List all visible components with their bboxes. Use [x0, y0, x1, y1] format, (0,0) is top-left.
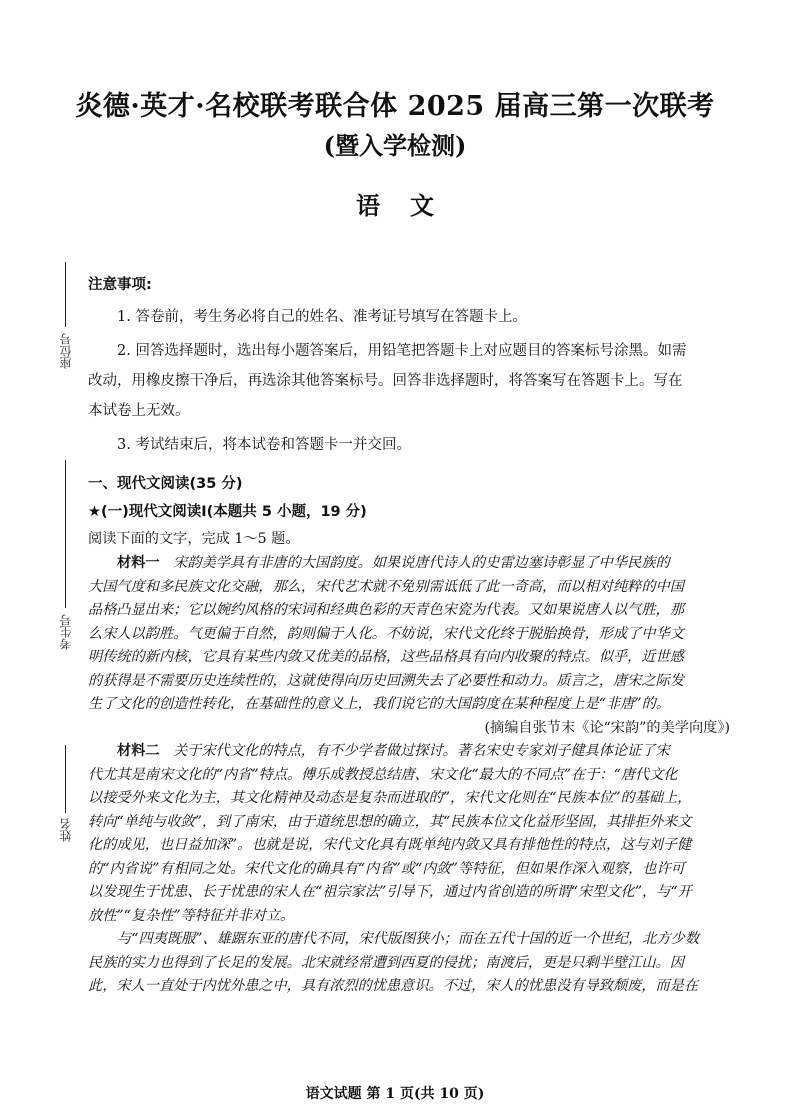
material2-line-5: 化的成见，也日益加深”。也就是说，宋代文化具有既单纯内敛又具有排他性的特点，这与刘子健 [88, 837, 692, 853]
material2-line-7: 以发现生于忧患、长于忧患的宋人在“祖宗家法”引导下，通过内省创造的所谓“宋型文化”，与“开 [88, 884, 692, 900]
material2-text: 关于宋代文化的特点，有不少学者做过探讨。著名宋史专家刘子健具体论证了宋 [173, 743, 670, 759]
exam-subtitle: (暨入学检测) [323, 131, 467, 160]
binding-line-top [65, 262, 66, 327]
material2-line-8: 放性”“复杂性”等特征并非对立。 [88, 907, 295, 924]
seat-number-label: 座位号 [59, 333, 73, 369]
binding-line-lower [65, 745, 66, 813]
notice-item-2-line-2: 改动，用橡皮擦干净后，再选涂其他答案标号。回答非选择题时，将答案写在答题卡上。写在 [88, 373, 683, 389]
material1-source: (摘编自张节末《论“宋韵”的美学向度》) [484, 719, 730, 736]
material1-line-5: 明传统的新内核，它具有某些内敛又优美的品格，这些品格具有向内收聚的特点。似乎，近世感 [88, 649, 684, 665]
material1-line-6: 的获得是不需要历史连续性的，这就使得向历史回溯失去了必要性和动力。质言之，唐宋之际发 [88, 672, 684, 689]
subsection-heading: ★(一)现代文阅读Ⅰ(本题共 5 小题，19 分) [88, 504, 367, 520]
material1-line-4: 么宋人以韵胜。气更偏于自然，韵则偏于人化。不妨说，宋代文化终于脱胎换骨，形成了中华文 [88, 625, 684, 642]
notice-heading: 注意事项: [88, 277, 152, 293]
material1-line-3: 品格凸显出来；它以婉约风格的宋词和经典色彩的天青色宋瓷为代表。又如果说唐人以气胜，那 [88, 602, 684, 618]
material2-line-3: 以接受外来文化为主，其文化精神及动态是复杂而进取的”，宋代文化则在“民族本位”的基础上， [88, 790, 692, 806]
material1-text: 宋韵美学具有非唐的大国韵度。如果说唐代诗人的史雷边塞诗彰显了中华民族的 [173, 555, 670, 571]
material2-line-2: 代尤其是南宋文化的“内省”特点。傅乐成教授总结唐、宋文化“最大的不同点”在于：“唐代文化 [88, 766, 678, 783]
material2-line-6: 的“内省说”有相同之处。宋代文化的确具有“内省”或“内敛”等特征，但如果作深入观察，也许可 [88, 860, 685, 877]
material2-line-1 [88, 740, 730, 764]
material2-label: 材料二 [117, 743, 160, 759]
section-heading: 一、现代文阅读(35 分) [88, 476, 243, 492]
material2-para2-line-3: 此，宋人一直处于内忧外患之中，具有浓烈的忧患意识。不过，宋人的忧患没有导致颓废，而是在 [88, 978, 699, 994]
material2-line-4: 转向“单纯与收敛”，到了南宋，由于道统思想的确立，其“民族本位文化益形坚固，其排拒外来文 [88, 813, 692, 830]
notice-item-3: 3. 考试结束后，将本试卷和答题卡一并交回。 [117, 437, 411, 453]
notice-item-2-line-1: 2. 回答选择题时，选出每小题答案后，用铅笔把答题卡上对应题目的答案标号涂黑。如需 [117, 343, 687, 359]
material1-line-7: 生了文化的创造性转化，在基础性的意义上，我们说它的大国韵度在某种程度上是“非唐”的。 [88, 696, 671, 712]
page-footer: 语文试题 第 1 页(共 10 页) [305, 1086, 485, 1102]
exam-number-label: 考生号 [59, 614, 73, 650]
material2-para2-line-1: 与“四夷既服”、雄踞东亚的唐代不同，宋代版图狭小；而在五代十国的近一个世纪，北方少数 [117, 931, 700, 947]
name-label: 姓名 [59, 818, 73, 842]
material1-line-2: 大国气度和多民族文化交融，那么，宋代艺术就不免别需诋低了此一奇高，而以相对纯粹的中国 [88, 578, 684, 595]
notice-item-1: 1. 答卷前，考生务必将自己的姓名、准考证号填写在答题卡上。 [117, 309, 527, 325]
material1-line-1 [88, 552, 730, 576]
exam-title: 炎德·英才·名校联考联合体 2025 届高三第一次联考 [75, 91, 715, 122]
reading-section [88, 470, 730, 999]
binding-line-upper [65, 460, 66, 608]
instruction-text: 阅读下面的文字，完成 1～5 题。 [88, 531, 300, 547]
notice-item-2-line-3: 本试卷上无效。 [88, 403, 190, 419]
notice-block [88, 270, 730, 460]
material1-label: 材料一 [117, 555, 160, 571]
subject-title: 语文 [356, 191, 464, 220]
material2-para2-line-2: 民族的实力也得到了长足的发展。北宋就经常遭到西夏的侵扰；南渡后，更是只剩半壁江山。因 [88, 954, 684, 971]
